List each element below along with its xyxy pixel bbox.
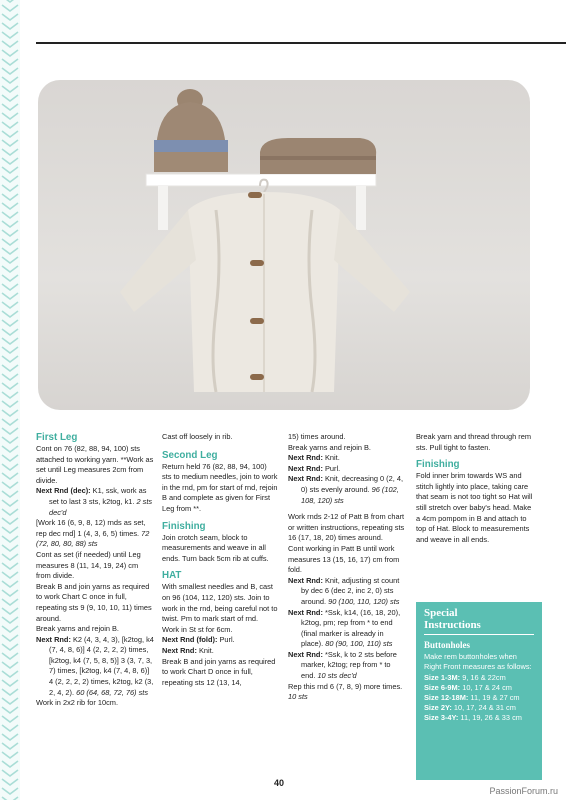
chevron-stripe <box>2 185 18 191</box>
instruction-label: Next Rnd: <box>162 645 197 655</box>
column-2 <box>162 432 278 688</box>
product-photo <box>38 80 530 410</box>
instruction-text: Knit, adjusting st count by dec 6 (dec 2, inc 2, 0) sts around. <box>301 575 400 606</box>
chevron-stripe <box>2 671 18 677</box>
chevron-stripe <box>2 248 18 254</box>
panel-subtitle: Buttonholes <box>424 640 471 650</box>
chevron-stripe <box>2 644 18 650</box>
chevron-stripe <box>2 5 18 11</box>
para: Cont as set (if needed) until Leg measures 8 (11, 14, 19, 24) cm from divide. <box>36 549 141 581</box>
chevron-stripe <box>2 554 18 560</box>
instruction-text: *Ssk, k14, (16, 18, 20), k2tog, pm; rep from * to end (final marker is already in place). <box>301 607 401 649</box>
panel-title-line1: Special <box>424 607 458 619</box>
size-value: 11, 19, 26 & 33 cm <box>458 713 522 723</box>
chevron-stripe <box>2 41 18 47</box>
chevron-stripe <box>2 365 18 371</box>
instruction-label: Next Rnd (dec): <box>36 486 91 496</box>
chevron-stripe <box>2 545 18 551</box>
chevron-stripe <box>2 500 18 506</box>
instruction <box>288 453 406 464</box>
instruction <box>288 576 406 608</box>
chevron-stripe <box>2 473 18 479</box>
chevron-stripe <box>2 707 18 713</box>
size-label: Size 1-3M: <box>424 672 461 682</box>
size-row <box>424 703 534 713</box>
instruction-label: Next Rnd (fold): <box>162 635 218 645</box>
heading-finishing-hat: Finishing <box>416 459 460 471</box>
instruction <box>162 646 278 657</box>
para: Cast off loosely in rib. <box>162 432 233 441</box>
size-label: Size 6-9M: <box>424 682 461 692</box>
size-row <box>424 683 534 693</box>
panel-intro: Make rem buttonholes when Right Front measures as follows: <box>424 652 532 672</box>
instruction-text: Knit. <box>196 645 214 655</box>
instruction-text: Knit, decreasing 0 (2, 4, 0) sts evenly around. <box>301 474 404 494</box>
instruction-label: Next Rnd: <box>288 463 323 473</box>
chevron-stripe <box>2 167 18 173</box>
column-4 <box>416 432 536 545</box>
para: Return held 76 (82, 88, 94, 100) sts to medium needles, join to work in the rnd, pm for start of rnd, rejoin B and complete as given for First Leg from **. <box>162 461 278 513</box>
instruction-text: *Ssk, k to 2 sts before marker, k2tog; rep from * to end. <box>301 649 397 681</box>
chevron-stripe <box>2 392 18 398</box>
top-rule <box>36 42 566 44</box>
para: Work rnds 2-12 of Patt B from chart or written instructions, repeating sts 16 (17, 18, 20) times around. <box>288 512 405 543</box>
chevron-pattern-icon <box>0 0 20 800</box>
para: Break B and join yarns as required to work Chart D once in full, repeating sts 12 (13, 14, <box>162 656 276 687</box>
chevron-stripe <box>2 527 18 533</box>
chevron-stripe <box>2 68 18 74</box>
instruction <box>36 486 154 518</box>
chevron-stripe <box>2 257 18 263</box>
chevron-stripe <box>2 284 18 290</box>
chevron-stripe <box>2 599 18 605</box>
chevron-stripe <box>2 158 18 164</box>
para: 15) times around. <box>288 432 346 441</box>
size-row <box>424 713 534 723</box>
chevron-stripe <box>2 536 18 542</box>
chevron-stripe <box>2 212 18 218</box>
chevron-stripe <box>2 437 18 443</box>
chevron-stripe <box>2 698 18 704</box>
chevron-stripe <box>2 149 18 155</box>
chevron-stripe <box>2 131 18 137</box>
size-value: 9, 16 & 22cm <box>460 672 506 682</box>
chevron-stripe <box>2 635 18 641</box>
chevron-stripe <box>2 77 18 83</box>
instruction-count: 90 (100, 110, 120) sts <box>326 596 400 606</box>
instruction-text: Purl. <box>217 635 235 645</box>
instruction <box>162 635 278 646</box>
chevron-stripe <box>2 716 18 722</box>
para: With smallest needles and B, cast on 96 (104, 112, 120) sts. Join to work in the rnd, being careful not to twist. Pm to mark start of rnd. <box>162 582 278 624</box>
instruction-count: 10 sts dec'd <box>315 671 357 681</box>
chevron-stripe <box>2 266 18 272</box>
para: Fold inner brim towards WS and stitch lightly into place, taking care that seam is not too tight so Hat will still stretch over baby's head. Make a 4cm pompom in B and attach to top of Hat. Block to measurements and weave in all ends. <box>416 471 533 544</box>
instruction <box>288 650 406 682</box>
instruction-count: 60 (64, 68, 72, 76) sts <box>74 687 149 697</box>
chevron-stripe <box>2 662 18 668</box>
heading-second-leg: Second Leg <box>162 449 218 461</box>
instruction-label: Next Rnd: <box>288 453 323 463</box>
chevron-stripe <box>2 374 18 380</box>
chevron-stripe <box>2 176 18 182</box>
instruction-label: Next Rnd: <box>288 607 323 617</box>
special-instructions-panel <box>416 602 542 780</box>
chevron-stripe <box>2 194 18 200</box>
chevron-stripe <box>2 446 18 452</box>
chevron-stripe <box>2 383 18 389</box>
chevron-stripe <box>2 680 18 686</box>
chevron-stripe <box>2 788 18 794</box>
instruction <box>36 635 154 699</box>
chevron-stripe <box>2 50 18 56</box>
instruction-label: Next Rnd: <box>288 474 323 484</box>
chevron-stripe <box>2 725 18 731</box>
instruction-count: 96 (102, 108, 120) sts <box>301 484 399 505</box>
chevron-stripe <box>2 770 18 776</box>
para: Break B and join yarns as required to work Chart C once in full, repeating sts 9 (9, 10, 10, 11) times around. <box>36 581 152 623</box>
chevron-stripe <box>2 608 18 614</box>
heading-finishing: Finishing <box>162 520 206 532</box>
heading-hat: HAT <box>162 570 182 582</box>
size-label: Size 2Y: <box>424 703 452 713</box>
chevron-stripe <box>2 320 18 326</box>
size-row <box>424 673 534 683</box>
para: Break yarns and rejoin B. <box>36 624 119 634</box>
chevron-stripe <box>2 0 18 2</box>
chevron-stripe <box>2 734 18 740</box>
chevron-stripe <box>2 581 18 587</box>
instruction-label: Next Rnd: <box>288 575 323 585</box>
para <box>288 682 406 703</box>
chevron-stripe <box>2 14 18 20</box>
chevron-stripe <box>2 428 18 434</box>
chevron-stripe <box>2 401 18 407</box>
panel-divider <box>424 634 534 635</box>
chevron-stripe <box>2 617 18 623</box>
chevron-stripe <box>2 338 18 344</box>
chevron-stripe <box>2 221 18 227</box>
para-count: 10 sts <box>288 692 308 702</box>
watermark: PassionForum.ru <box>489 786 558 796</box>
chevron-stripe <box>2 509 18 515</box>
size-value: 10, 17 & 24 cm <box>460 682 512 692</box>
instruction-text: Knit. <box>322 453 340 463</box>
chevron-stripe <box>2 743 18 749</box>
chevron-stripe <box>2 122 18 128</box>
chevron-stripe <box>2 761 18 767</box>
instruction-count: 80 (90, 100, 110) sts <box>323 639 393 649</box>
instruction-text: K1, ssk, work as set to last 3 sts, k2tog, k1. <box>49 486 147 506</box>
chevron-stripe <box>2 140 18 146</box>
instruction <box>288 464 406 475</box>
heading-first-leg: First Leg <box>36 432 78 443</box>
chevron-stripe <box>2 239 18 245</box>
chevron-stripe <box>2 590 18 596</box>
chevron-stripe <box>2 626 18 632</box>
chevron-stripe <box>2 113 18 119</box>
chevron-stripe <box>2 410 18 416</box>
chevron-border <box>0 0 20 800</box>
chevron-stripe <box>2 347 18 353</box>
chevron-stripe <box>2 455 18 461</box>
chevron-stripe <box>2 59 18 65</box>
instruction-text: K2 (4, 3, 4, 3), [k2tog, k4 (7, 4, 8, 6)] 4 (2, 2, 2, 2) times, [k2tog, k4 (7, 5, 8, 5)] 3 (3, 7, 3, 7) times, [k2tog, k4 (7, 4, 8, 6)] 4 (2, 2, 2, 2) times, k2tog, k2 (3, 2, 4, 2). <box>49 634 154 697</box>
chevron-stripe <box>2 464 18 470</box>
knitted-set-illustration <box>38 80 530 410</box>
chevron-stripe <box>2 491 18 497</box>
chevron-stripe <box>2 419 18 425</box>
chevron-stripe <box>2 356 18 362</box>
page-number: 40 <box>274 778 285 788</box>
para <box>36 518 154 550</box>
para: Cont working in Patt B until work measures 13 (15, 16, 17) cm from fold. <box>288 543 400 575</box>
para: Work in 2x2 rib for 10cm. <box>36 698 119 708</box>
instruction <box>288 474 406 506</box>
chevron-stripe <box>2 779 18 785</box>
panel-title-line2: Instructions <box>424 618 481 631</box>
para: Join crotch seam, block to measurements and weave in all ends. Turn back 5cm rib at cuffs. <box>162 532 269 563</box>
para: Cont on 76 (82, 88, 94, 100) sts attached to working yarn. **Work as set until Leg measures 2cm from divide. <box>36 444 154 485</box>
chevron-stripe <box>2 482 18 488</box>
chevron-stripe <box>2 275 18 281</box>
size-value: 10, 17, 24 & 31 cm <box>451 703 516 713</box>
size-row <box>424 693 534 703</box>
chevron-stripe <box>2 329 18 335</box>
chevron-stripe <box>2 518 18 524</box>
chevron-stripe <box>2 203 18 209</box>
chevron-stripe <box>2 104 18 110</box>
size-value: 11, 19 & 27 cm <box>468 693 520 703</box>
chevron-stripe <box>2 311 18 317</box>
instruction-count: 2 sts dec'd <box>49 496 153 517</box>
chevron-stripe <box>2 572 18 578</box>
chevron-stripe <box>2 293 18 299</box>
chevron-stripe <box>2 752 18 758</box>
chevron-stripe <box>2 86 18 92</box>
chevron-stripe <box>2 689 18 695</box>
para: Break yarn and thread through rem sts. Pull tight to fasten. <box>416 432 532 452</box>
chevron-stripe <box>2 653 18 659</box>
chevron-stripe <box>2 95 18 101</box>
para: Break yarns and rejoin B. <box>288 442 371 452</box>
column-1 <box>36 432 154 709</box>
chevron-stripe <box>2 32 18 38</box>
instruction-label: Next Rnd: <box>36 634 71 644</box>
size-label: Size 12-18M: <box>424 693 469 703</box>
instruction <box>288 608 406 650</box>
chevron-stripe <box>2 563 18 569</box>
instruction-label: Next Rnd: <box>288 649 323 659</box>
instruction-text: Purl. <box>322 463 341 473</box>
size-label: Size 3-4Y: <box>424 713 459 723</box>
column-3 <box>288 432 406 703</box>
chevron-stripe <box>2 230 18 236</box>
chevron-stripe <box>2 23 18 29</box>
para-text: Rep this rnd 6 (7, 8, 9) more times. <box>288 681 403 691</box>
para-text: [Work 16 (6, 9, 8, 12) rnds as set, rep dec rnd] 1 (4, 3, 6, 5) times. <box>36 518 146 538</box>
para: Work in St st for 6cm. <box>162 624 233 634</box>
para-count: 72 (72, 80, 80, 88) sts <box>36 528 150 549</box>
chevron-stripe <box>2 302 18 308</box>
